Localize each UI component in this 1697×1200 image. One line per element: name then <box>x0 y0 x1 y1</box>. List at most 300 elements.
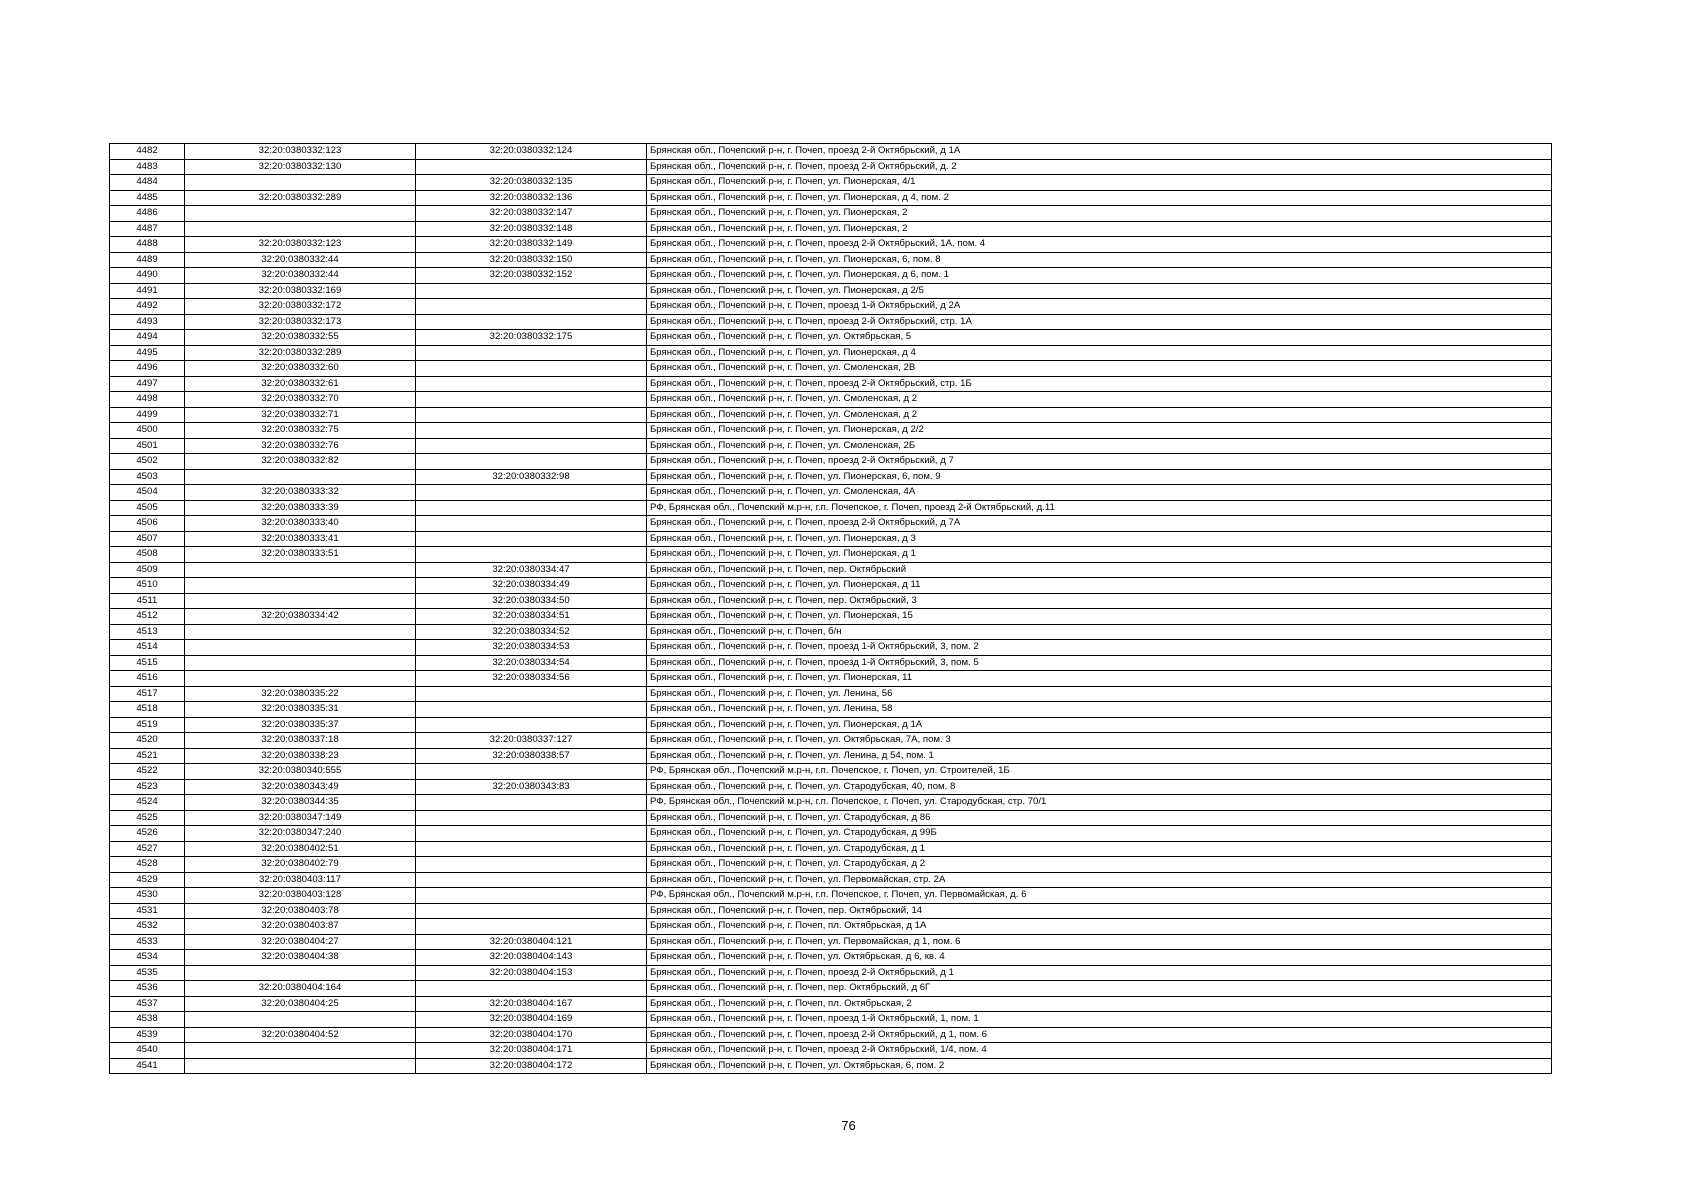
row-number-cell: 4509 <box>110 562 185 578</box>
table-row <box>110 159 1552 175</box>
table-row <box>110 841 1552 857</box>
row-number-cell: 4489 <box>110 252 185 268</box>
building-cadastral-number-cell <box>416 423 647 439</box>
row-number-cell: 4540 <box>110 1043 185 1059</box>
table-row <box>110 981 1552 997</box>
row-number-cell: 4506 <box>110 516 185 532</box>
land-cadastral-number-cell: 32:20:0380332:60 <box>185 361 416 377</box>
address-cell: Брянская обл., Почепский р-н, г. Почеп, ул. Пионерская, 4/1 <box>647 175 1552 191</box>
table-row <box>110 593 1552 609</box>
address-cell: Брянская обл., Почепский р-н, г. Почеп, ул. Пионерская, д 3 <box>647 531 1552 547</box>
building-cadastral-number-cell: 32:20:0380334:52 <box>416 624 647 640</box>
building-cadastral-number-cell <box>416 361 647 377</box>
address-cell: Брянская обл., Почепский р-н, г. Почеп, проезд 1-й Октябрьский, 3, пом. 5 <box>647 655 1552 671</box>
building-cadastral-number-cell: 32:20:0380332:152 <box>416 268 647 284</box>
land-cadastral-number-cell: 32:20:0380338:23 <box>185 748 416 764</box>
row-number-cell: 4519 <box>110 717 185 733</box>
building-cadastral-number-cell: 32:20:0380334:54 <box>416 655 647 671</box>
building-cadastral-number-cell <box>416 454 647 470</box>
land-cadastral-number-cell: 32:20:0380404:52 <box>185 1027 416 1043</box>
table-row <box>110 299 1552 315</box>
row-number-cell: 4501 <box>110 438 185 454</box>
row-number-cell: 4533 <box>110 934 185 950</box>
land-cadastral-number-cell: 32:20:0380334:42 <box>185 609 416 625</box>
land-cadastral-number-cell: 32:20:0380333:39 <box>185 500 416 516</box>
table-row <box>110 283 1552 299</box>
table-row <box>110 950 1552 966</box>
address-cell: Брянская обл., Почепский р-н, г. Почеп, ул. Пионерская, 6, пом. 9 <box>647 469 1552 485</box>
address-cell: Брянская обл., Почепский р-н, г. Почеп, ул. Пионерская, д 2/2 <box>647 423 1552 439</box>
building-cadastral-number-cell <box>416 841 647 857</box>
building-cadastral-number-cell: 32:20:0380343:83 <box>416 779 647 795</box>
row-number-cell: 4483 <box>110 159 185 175</box>
address-cell: Брянская обл., Почепский р-н, г. Почеп, проезд 2-й Октябрьский, 1/4, пом. 4 <box>647 1043 1552 1059</box>
table-row <box>110 407 1552 423</box>
row-number-cell: 4528 <box>110 857 185 873</box>
table-row <box>110 469 1552 485</box>
land-cadastral-number-cell: 32:20:0380332:130 <box>185 159 416 175</box>
land-cadastral-number-cell: 32:20:0380335:31 <box>185 702 416 718</box>
address-cell: Брянская обл., Почепский р-н, г. Почеп, ул. Ленина, д 54, пом. 1 <box>647 748 1552 764</box>
address-cell: Брянская обл., Почепский р-н, г. Почеп, ул. Первомайская, стр. 2А <box>647 872 1552 888</box>
building-cadastral-number-cell <box>416 159 647 175</box>
building-cadastral-number-cell: 32:20:0380332:149 <box>416 237 647 253</box>
address-cell: Брянская обл., Почепский р-н, г. Почеп, б/н <box>647 624 1552 640</box>
address-cell: Брянская обл., Почепский р-н, г. Почеп, ул. Пионерская, д 4 <box>647 345 1552 361</box>
address-cell: Брянская обл., Почепский р-н, г. Почеп, ул. Ленина, 58 <box>647 702 1552 718</box>
table-row <box>110 345 1552 361</box>
building-cadastral-number-cell: 32:20:0380334:53 <box>416 640 647 656</box>
land-cadastral-number-cell: 32:20:0380333:41 <box>185 531 416 547</box>
land-cadastral-number-cell <box>185 1012 416 1028</box>
address-cell: Брянская обл., Почепский р-н, г. Почеп, ул. Пионерская, 11 <box>647 671 1552 687</box>
building-cadastral-number-cell: 32:20:0380332:150 <box>416 252 647 268</box>
table-row <box>110 655 1552 671</box>
land-cadastral-number-cell <box>185 640 416 656</box>
address-cell: Брянская обл., Почепский р-н, г. Почеп, ул. Стародубская, 40, пом. 8 <box>647 779 1552 795</box>
land-cadastral-number-cell <box>185 593 416 609</box>
table-row <box>110 702 1552 718</box>
row-number-cell: 4524 <box>110 795 185 811</box>
address-cell: Брянская обл., Почепский р-н, г. Почеп, ул. Пионерская, д 1А <box>647 717 1552 733</box>
row-number-cell: 4520 <box>110 733 185 749</box>
address-cell: Брянская обл., Почепский р-н, г. Почеп, проезд 2-й Октябрьский, д. 2 <box>647 159 1552 175</box>
table-row <box>110 268 1552 284</box>
land-cadastral-number-cell: 32:20:0380332:173 <box>185 314 416 330</box>
table-row <box>110 733 1552 749</box>
table-row <box>110 779 1552 795</box>
land-cadastral-number-cell <box>185 221 416 237</box>
table-row <box>110 872 1552 888</box>
land-cadastral-number-cell: 32:20:0380332:55 <box>185 330 416 346</box>
table-row <box>110 934 1552 950</box>
table-row <box>110 1058 1552 1074</box>
address-cell: Брянская обл., Почепский р-н, г. Почеп, ул. Октябрьская, д 6, кв. 4 <box>647 950 1552 966</box>
building-cadastral-number-cell <box>416 702 647 718</box>
address-cell: Брянская обл., Почепский р-н, г. Почеп, пер. Октябрьский, 3 <box>647 593 1552 609</box>
land-cadastral-number-cell <box>185 1043 416 1059</box>
land-cadastral-number-cell <box>185 578 416 594</box>
building-cadastral-number-cell: 32:20:0380334:47 <box>416 562 647 578</box>
row-number-cell: 4494 <box>110 330 185 346</box>
address-cell: Брянская обл., Почепский р-н, г. Почеп, ул. Стародубская, д 1 <box>647 841 1552 857</box>
building-cadastral-number-cell: 32:20:0380334:56 <box>416 671 647 687</box>
row-number-cell: 4539 <box>110 1027 185 1043</box>
address-cell: Брянская обл., Почепский р-н, г. Почеп, проезд 2-й Октябрьский, д 1А <box>647 144 1552 160</box>
building-cadastral-number-cell <box>416 872 647 888</box>
land-cadastral-number-cell: 32:20:0380332:61 <box>185 376 416 392</box>
table-row <box>110 190 1552 206</box>
building-cadastral-number-cell: 32:20:0380334:50 <box>416 593 647 609</box>
row-number-cell: 4502 <box>110 454 185 470</box>
land-cadastral-number-cell: 32:20:0380402:79 <box>185 857 416 873</box>
land-cadastral-number-cell: 32:20:0380332:123 <box>185 237 416 253</box>
row-number-cell: 4508 <box>110 547 185 563</box>
land-cadastral-number-cell: 32:20:0380332:123 <box>185 144 416 160</box>
cadastral-table-body <box>110 144 1552 1074</box>
land-cadastral-number-cell <box>185 562 416 578</box>
row-number-cell: 4504 <box>110 485 185 501</box>
land-cadastral-number-cell <box>185 965 416 981</box>
row-number-cell: 4526 <box>110 826 185 842</box>
building-cadastral-number-cell: 32:20:0380332:175 <box>416 330 647 346</box>
table-row <box>110 392 1552 408</box>
table-row <box>110 562 1552 578</box>
table-row <box>110 903 1552 919</box>
land-cadastral-number-cell <box>185 469 416 485</box>
row-number-cell: 4538 <box>110 1012 185 1028</box>
land-cadastral-number-cell: 32:20:0380347:240 <box>185 826 416 842</box>
land-cadastral-number-cell: 32:20:0380333:32 <box>185 485 416 501</box>
land-cadastral-number-cell: 32:20:0380403:128 <box>185 888 416 904</box>
row-number-cell: 4505 <box>110 500 185 516</box>
table-row <box>110 640 1552 656</box>
land-cadastral-number-cell: 32:20:0380332:44 <box>185 252 416 268</box>
table-row <box>110 330 1552 346</box>
building-cadastral-number-cell <box>416 919 647 935</box>
land-cadastral-number-cell: 32:20:0380335:37 <box>185 717 416 733</box>
row-number-cell: 4500 <box>110 423 185 439</box>
address-cell: Брянская обл., Почепский р-н, г. Почеп, проезд 2-й Октябрьский, стр. 1Б <box>647 376 1552 392</box>
table-row <box>110 826 1552 842</box>
address-cell: Брянская обл., Почепский р-н, г. Почеп, проезд 1-й Октябрьский, д 2А <box>647 299 1552 315</box>
land-cadastral-number-cell: 32:20:0380332:82 <box>185 454 416 470</box>
building-cadastral-number-cell <box>416 485 647 501</box>
row-number-cell: 4492 <box>110 299 185 315</box>
land-cadastral-number-cell <box>185 206 416 222</box>
row-number-cell: 4534 <box>110 950 185 966</box>
table-row <box>110 423 1552 439</box>
building-cadastral-number-cell <box>416 345 647 361</box>
building-cadastral-number-cell <box>416 376 647 392</box>
row-number-cell: 4495 <box>110 345 185 361</box>
row-number-cell: 4513 <box>110 624 185 640</box>
table-row <box>110 578 1552 594</box>
table-row <box>110 795 1552 811</box>
land-cadastral-number-cell: 32:20:0380404:38 <box>185 950 416 966</box>
address-cell: Брянская обл., Почепский р-н, г. Почеп, ул. Смоленская, д 2 <box>647 407 1552 423</box>
building-cadastral-number-cell <box>416 299 647 315</box>
address-cell: Брянская обл., Почепский р-н, г. Почеп, проезд 1-й Октябрьский, 3, пом. 2 <box>647 640 1552 656</box>
building-cadastral-number-cell <box>416 903 647 919</box>
building-cadastral-number-cell <box>416 810 647 826</box>
land-cadastral-number-cell: 32:20:0380403:117 <box>185 872 416 888</box>
table-row <box>110 609 1552 625</box>
row-number-cell: 4496 <box>110 361 185 377</box>
address-cell: Брянская обл., Почепский р-н, г. Почеп, ул. Первомайская, д 1, пом. 6 <box>647 934 1552 950</box>
table-row <box>110 717 1552 733</box>
address-cell: Брянская обл., Почепский р-н, г. Почеп, проезд 2-й Октябрьский, д 7А <box>647 516 1552 532</box>
row-number-cell: 4493 <box>110 314 185 330</box>
row-number-cell: 4482 <box>110 144 185 160</box>
building-cadastral-number-cell: 32:20:0380404:169 <box>416 1012 647 1028</box>
building-cadastral-number-cell: 32:20:0380332:136 <box>416 190 647 206</box>
building-cadastral-number-cell <box>416 531 647 547</box>
table-row <box>110 857 1552 873</box>
row-number-cell: 4484 <box>110 175 185 191</box>
land-cadastral-number-cell <box>185 1058 416 1074</box>
land-cadastral-number-cell: 32:20:0380332:44 <box>185 268 416 284</box>
address-cell: Брянская обл., Почепский р-н, г. Почеп, пл. Октябрьская, 2 <box>647 996 1552 1012</box>
row-number-cell: 4516 <box>110 671 185 687</box>
row-number-cell: 4510 <box>110 578 185 594</box>
land-cadastral-number-cell: 32:20:0380335:22 <box>185 686 416 702</box>
row-number-cell: 4487 <box>110 221 185 237</box>
address-cell: Брянская обл., Почепский р-н, г. Почеп, ул. Стародубская, д 86 <box>647 810 1552 826</box>
address-cell: Брянская обл., Почепский р-н, г. Почеп, ул. Смоленская, 4А <box>647 485 1552 501</box>
address-cell: Брянская обл., Почепский р-н, г. Почеп, ул. Ленина, 56 <box>647 686 1552 702</box>
table-row <box>110 888 1552 904</box>
land-cadastral-number-cell: 32:20:0380332:76 <box>185 438 416 454</box>
row-number-cell: 4530 <box>110 888 185 904</box>
table-row <box>110 206 1552 222</box>
row-number-cell: 4499 <box>110 407 185 423</box>
building-cadastral-number-cell: 32:20:0380332:148 <box>416 221 647 237</box>
page-number: 76 <box>841 1118 856 1133</box>
table-row <box>110 144 1552 160</box>
address-cell: Брянская обл., Почепский р-н, г. Почеп, ул. Пионерская, д 11 <box>647 578 1552 594</box>
building-cadastral-number-cell: 32:20:0380404:121 <box>416 934 647 950</box>
building-cadastral-number-cell <box>416 438 647 454</box>
address-cell: Брянская обл., Почепский р-н, г. Почеп, ул. Пионерская, д 4, пом. 2 <box>647 190 1552 206</box>
table-row <box>110 454 1552 470</box>
table-row <box>110 1043 1552 1059</box>
address-cell: Брянская обл., Почепский р-н, г. Почеп, проезд 2-й Октябрьский, стр. 1А <box>647 314 1552 330</box>
building-cadastral-number-cell: 32:20:0380338:57 <box>416 748 647 764</box>
row-number-cell: 4518 <box>110 702 185 718</box>
table-row <box>110 438 1552 454</box>
building-cadastral-number-cell <box>416 826 647 842</box>
land-cadastral-number-cell: 32:20:0380332:172 <box>185 299 416 315</box>
building-cadastral-number-cell: 32:20:0380332:147 <box>416 206 647 222</box>
land-cadastral-number-cell: 32:20:0380404:25 <box>185 996 416 1012</box>
row-number-cell: 4525 <box>110 810 185 826</box>
building-cadastral-number-cell <box>416 547 647 563</box>
row-number-cell: 4536 <box>110 981 185 997</box>
building-cadastral-number-cell: 32:20:0380404:172 <box>416 1058 647 1074</box>
table-row <box>110 221 1552 237</box>
building-cadastral-number-cell <box>416 888 647 904</box>
address-cell: Брянская обл., Почепский р-н, г. Почеп, ул. Октябрьская, 6, пом. 2 <box>647 1058 1552 1074</box>
land-cadastral-number-cell: 32:20:0380332:289 <box>185 345 416 361</box>
row-number-cell: 4491 <box>110 283 185 299</box>
building-cadastral-number-cell: 32:20:0380332:124 <box>416 144 647 160</box>
row-number-cell: 4486 <box>110 206 185 222</box>
building-cadastral-number-cell <box>416 283 647 299</box>
land-cadastral-number-cell: 32:20:0380347:149 <box>185 810 416 826</box>
building-cadastral-number-cell <box>416 717 647 733</box>
address-cell: РФ, Брянская обл., Почепский м.р-н, г.п. Почепское, г. Почеп, ул. Строителей, 1Б <box>647 764 1552 780</box>
table-row <box>110 485 1552 501</box>
cadastral-table <box>109 143 1552 1074</box>
land-cadastral-number-cell <box>185 655 416 671</box>
building-cadastral-number-cell: 32:20:0380337:127 <box>416 733 647 749</box>
table-row <box>110 500 1552 516</box>
table-row <box>110 996 1552 1012</box>
land-cadastral-number-cell: 32:20:0380343:49 <box>185 779 416 795</box>
building-cadastral-number-cell: 32:20:0380404:143 <box>416 950 647 966</box>
row-number-cell: 4531 <box>110 903 185 919</box>
row-number-cell: 4498 <box>110 392 185 408</box>
building-cadastral-number-cell: 32:20:0380404:153 <box>416 965 647 981</box>
row-number-cell: 4523 <box>110 779 185 795</box>
land-cadastral-number-cell <box>185 175 416 191</box>
building-cadastral-number-cell <box>416 314 647 330</box>
land-cadastral-number-cell: 32:20:0380340:555 <box>185 764 416 780</box>
address-cell: Брянская обл., Почепский р-н, г. Почеп, пер. Октябрьский, д 6Г <box>647 981 1552 997</box>
address-cell: Брянская обл., Почепский р-н, г. Почеп, ул. Октябрьская, 5 <box>647 330 1552 346</box>
table-row <box>110 686 1552 702</box>
land-cadastral-number-cell <box>185 624 416 640</box>
row-number-cell: 4497 <box>110 376 185 392</box>
table-row <box>110 671 1552 687</box>
row-number-cell: 4507 <box>110 531 185 547</box>
row-number-cell: 4511 <box>110 593 185 609</box>
building-cadastral-number-cell <box>416 392 647 408</box>
address-cell: Брянская обл., Почепский р-н, г. Почеп, ул. Пионерская, 2 <box>647 221 1552 237</box>
address-cell: Брянская обл., Почепский р-н, г. Почеп, пер. Октябрьский <box>647 562 1552 578</box>
table-row <box>110 624 1552 640</box>
building-cadastral-number-cell <box>416 795 647 811</box>
table-row <box>110 764 1552 780</box>
table-row <box>110 1027 1552 1043</box>
address-cell: Брянская обл., Почепский р-н, г. Почеп, пер. Октябрьский, 14 <box>647 903 1552 919</box>
row-number-cell: 4514 <box>110 640 185 656</box>
row-number-cell: 4529 <box>110 872 185 888</box>
address-cell: Брянская обл., Почепский р-н, г. Почеп, проезд 2-й Октябрьский, д 7 <box>647 454 1552 470</box>
address-cell: Брянская обл., Почепский р-н, г. Почеп, пл. Октябрьская, д 1А <box>647 919 1552 935</box>
land-cadastral-number-cell: 32:20:0380402:51 <box>185 841 416 857</box>
address-cell: Брянская обл., Почепский р-н, г. Почеп, ул. Смоленская, д 2 <box>647 392 1552 408</box>
building-cadastral-number-cell: 32:20:0380404:170 <box>416 1027 647 1043</box>
table-row <box>110 175 1552 191</box>
building-cadastral-number-cell <box>416 516 647 532</box>
table-row <box>110 1012 1552 1028</box>
row-number-cell: 4488 <box>110 237 185 253</box>
building-cadastral-number-cell <box>416 981 647 997</box>
table-row <box>110 748 1552 764</box>
land-cadastral-number-cell: 32:20:0380333:40 <box>185 516 416 532</box>
building-cadastral-number-cell: 32:20:0380332:98 <box>416 469 647 485</box>
address-cell: Брянская обл., Почепский р-н, г. Почеп, ул. Смоленская, 2Б <box>647 438 1552 454</box>
address-cell: Брянская обл., Почепский р-н, г. Почеп, ул. Пионерская, 15 <box>647 609 1552 625</box>
land-cadastral-number-cell: 32:20:0380332:70 <box>185 392 416 408</box>
land-cadastral-number-cell: 32:20:0380333:51 <box>185 547 416 563</box>
address-cell: РФ, Брянская обл., Почепский м.р-н, г.п. Почепское, г. Почеп, ул. Стародубская, стр. 70/1 <box>647 795 1552 811</box>
land-cadastral-number-cell: 32:20:0380332:169 <box>185 283 416 299</box>
address-cell: Брянская обл., Почепский р-н, г. Почеп, ул. Пионерская, 6, пом. 8 <box>647 252 1552 268</box>
row-number-cell: 4515 <box>110 655 185 671</box>
table-row <box>110 237 1552 253</box>
land-cadastral-number-cell: 32:20:0380403:78 <box>185 903 416 919</box>
address-cell: Брянская обл., Почепский р-н, г. Почеп, проезд 1-й Октябрьский, 1, пом. 1 <box>647 1012 1552 1028</box>
land-cadastral-number-cell <box>185 671 416 687</box>
address-cell: Брянская обл., Почепский р-н, г. Почеп, ул. Пионерская, д 1 <box>647 547 1552 563</box>
address-cell: Брянская обл., Почепский р-н, г. Почеп, проезд 2-й Октябрьский, д 1, пом. 6 <box>647 1027 1552 1043</box>
building-cadastral-number-cell: 32:20:0380334:51 <box>416 609 647 625</box>
row-number-cell: 4535 <box>110 965 185 981</box>
address-cell: Брянская обл., Почепский р-н, г. Почеп, ул. Смоленская, 2В <box>647 361 1552 377</box>
land-cadastral-number-cell: 32:20:0380332:71 <box>185 407 416 423</box>
land-cadastral-number-cell: 32:20:0380344:35 <box>185 795 416 811</box>
land-cadastral-number-cell: 32:20:0380404:27 <box>185 934 416 950</box>
table-row <box>110 376 1552 392</box>
row-number-cell: 4517 <box>110 686 185 702</box>
land-cadastral-number-cell: 32:20:0380403:87 <box>185 919 416 935</box>
address-cell: Брянская обл., Почепский р-н, г. Почеп, ул. Пионерская, д 6, пом. 1 <box>647 268 1552 284</box>
table-row <box>110 810 1552 826</box>
table-row <box>110 252 1552 268</box>
row-number-cell: 4490 <box>110 268 185 284</box>
building-cadastral-number-cell: 32:20:0380332:135 <box>416 175 647 191</box>
table-row <box>110 531 1552 547</box>
building-cadastral-number-cell: 32:20:0380404:171 <box>416 1043 647 1059</box>
row-number-cell: 4537 <box>110 996 185 1012</box>
row-number-cell: 4503 <box>110 469 185 485</box>
address-cell: Брянская обл., Почепский р-н, г. Почеп, ул. Пионерская, д 2/5 <box>647 283 1552 299</box>
row-number-cell: 4521 <box>110 748 185 764</box>
table-row <box>110 361 1552 377</box>
table-row <box>110 919 1552 935</box>
address-cell: Брянская обл., Почепский р-н, г. Почеп, ул. Стародубская, д 2 <box>647 857 1552 873</box>
address-cell: Брянская обл., Почепский р-н, г. Почеп, проезд 2-й Октябрьский, 1А, пом. 4 <box>647 237 1552 253</box>
address-cell: Брянская обл., Почепский р-н, г. Почеп, ул. Октябрьская, 7А, пом. 3 <box>647 733 1552 749</box>
table-row <box>110 314 1552 330</box>
row-number-cell: 4532 <box>110 919 185 935</box>
building-cadastral-number-cell <box>416 764 647 780</box>
building-cadastral-number-cell: 32:20:0380334:49 <box>416 578 647 594</box>
row-number-cell: 4485 <box>110 190 185 206</box>
land-cadastral-number-cell: 32:20:0380337:18 <box>185 733 416 749</box>
building-cadastral-number-cell <box>416 407 647 423</box>
table-row <box>110 516 1552 532</box>
land-cadastral-number-cell: 32:20:0380332:289 <box>185 190 416 206</box>
table-row <box>110 547 1552 563</box>
address-cell: Брянская обл., Почепский р-н, г. Почеп, проезд 2-й Октябрьский, д 1 <box>647 965 1552 981</box>
address-cell: РФ, Брянская обл., Почепский м.р-н, г.п. Почепское, г. Почеп, проезд 2-й Октябрьский, д.11 <box>647 500 1552 516</box>
land-cadastral-number-cell: 32:20:0380332:75 <box>185 423 416 439</box>
building-cadastral-number-cell <box>416 857 647 873</box>
row-number-cell: 4512 <box>110 609 185 625</box>
address-cell: РФ, Брянская обл., Почепский м.р-н, г.п. Почепское, г. Почеп, ул. Первомайская, д. 6 <box>647 888 1552 904</box>
table-row <box>110 965 1552 981</box>
land-cadastral-number-cell: 32:20:0380404:164 <box>185 981 416 997</box>
address-cell: Брянская обл., Почепский р-н, г. Почеп, ул. Пионерская, 2 <box>647 206 1552 222</box>
address-cell: Брянская обл., Почепский р-н, г. Почеп, ул. Стародубская, д 99Б <box>647 826 1552 842</box>
building-cadastral-number-cell <box>416 686 647 702</box>
row-number-cell: 4541 <box>110 1058 185 1074</box>
row-number-cell: 4527 <box>110 841 185 857</box>
